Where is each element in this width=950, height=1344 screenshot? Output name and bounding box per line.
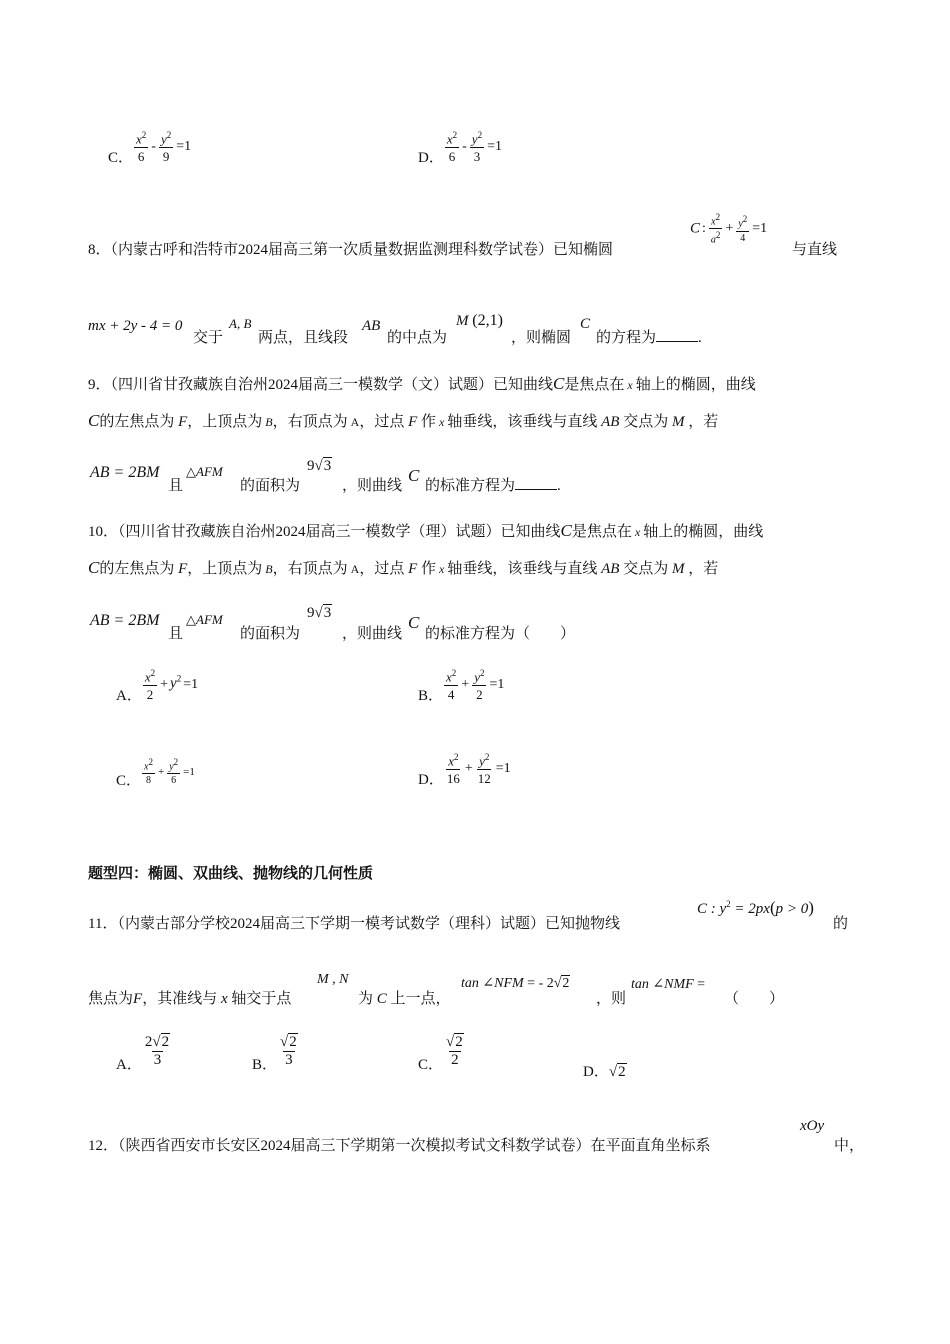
text: 是焦点在	[571, 524, 632, 540]
eq-left: C : y	[697, 901, 727, 917]
q8-source: （内蒙古呼和浩特市2024届高三第一次质量数据监测理科数学试卷）已知椭圆	[110, 242, 614, 258]
coords: (2,1)	[472, 312, 503, 329]
option-label: A．	[116, 687, 142, 704]
coord-system: xOy	[800, 1118, 825, 1134]
q11-line1	[88, 912, 620, 933]
var-x: x	[439, 562, 445, 576]
var-m: M	[671, 414, 685, 430]
q10-option-a[interactable]	[116, 666, 200, 702]
sqrt-icon: √2	[446, 1034, 463, 1050]
line-eq: mx + 2y - 4 = 0	[88, 318, 183, 334]
den: 6	[448, 149, 456, 165]
exp: 2	[452, 130, 458, 140]
q10-option-d[interactable]	[418, 750, 513, 786]
text: 的左焦点为	[99, 561, 175, 577]
text: 轴上的椭圆，曲线	[635, 377, 756, 393]
section-heading: 题型四：椭圆、双曲线、抛物线的几何性质	[88, 864, 374, 882]
var-f: F	[408, 561, 418, 577]
q12-line1	[88, 1134, 711, 1155]
exp: 2	[726, 899, 731, 909]
var-c: C	[376, 991, 387, 1007]
den: 6	[137, 149, 145, 165]
den: 12	[477, 771, 491, 787]
text: ，其准线与	[142, 991, 218, 1007]
period: .	[557, 478, 561, 494]
exp: 2	[479, 668, 485, 678]
exp: 2	[484, 752, 490, 762]
rad: 2	[161, 1034, 170, 1050]
text: 轴上的椭圆，曲线	[643, 524, 764, 540]
plus: +	[461, 676, 470, 692]
q8-t3: 两点，且线段	[258, 330, 349, 346]
q11-parabola-eq: C : $y^2 = 2px(p > 0)$	[697, 898, 814, 917]
den: 16	[446, 771, 460, 787]
exp: 2	[477, 130, 483, 140]
text: 轴交于点	[231, 991, 292, 1007]
q8-t4: 的中点为	[387, 330, 448, 346]
var-c: C	[408, 613, 420, 632]
text: ，过点	[359, 414, 405, 430]
var-x: x	[627, 378, 633, 392]
exp: 2	[176, 673, 182, 684]
q9-cond	[90, 464, 159, 482]
text: 的标准方程为	[425, 478, 516, 494]
q8-number: 8．	[88, 242, 111, 258]
q11-paren: （ ）	[724, 991, 785, 1007]
q11-mn	[317, 972, 349, 988]
var-m: M	[456, 313, 469, 329]
equals: =1	[495, 760, 511, 776]
q10-l3b: 的面积为	[240, 626, 301, 642]
q10-l3a: 且	[168, 626, 184, 642]
plus: +	[157, 766, 165, 779]
var-x: x	[634, 525, 641, 539]
text: 的左焦点为	[99, 414, 175, 430]
points-ab: A, B	[229, 316, 252, 331]
sqrt-icon: √2	[608, 1064, 626, 1080]
plus: +	[160, 676, 169, 692]
var-m: M	[671, 561, 685, 577]
text: ，上顶点为	[187, 414, 263, 430]
q9-l3c: ，则曲线	[342, 478, 403, 494]
den: 3	[153, 1052, 162, 1068]
text: 是焦点在	[564, 377, 625, 393]
text: 焦点为	[88, 991, 134, 1007]
seg-ab: AB	[601, 414, 620, 430]
option-label: C．	[418, 1056, 444, 1073]
var-c: C	[88, 411, 100, 430]
text: （四川省甘孜藏族自治州2024届高三一模数学（理）试题）已知曲线	[118, 524, 561, 540]
seg-ab: AB	[362, 318, 381, 334]
q10-number: 10．	[88, 524, 119, 540]
text: 的方程为	[596, 330, 657, 346]
q7-option-d[interactable]	[418, 128, 504, 164]
q9-l3b: 的面积为	[240, 478, 301, 494]
option-label: A．	[116, 1056, 142, 1073]
den: 2	[451, 1052, 459, 1068]
q10-tri	[186, 612, 223, 628]
var-y: y	[169, 761, 174, 773]
equals: =1	[183, 766, 195, 779]
q11-tan1	[461, 975, 570, 992]
rad: 2	[289, 1034, 297, 1050]
q11-option-c[interactable]	[418, 1034, 467, 1073]
tan-nmf: tan ∠NMF	[631, 977, 694, 992]
q8-midpoint	[456, 312, 503, 330]
exp: 2	[148, 757, 153, 767]
q8-t5: ，则椭圆	[511, 330, 572, 346]
exp: 2	[173, 757, 179, 767]
text: ，过点	[359, 561, 405, 577]
var-y: y	[479, 753, 485, 769]
var-y: y	[474, 669, 480, 685]
rad: 2	[618, 1064, 626, 1080]
text: ，右顶点为	[272, 414, 348, 430]
rad: 2	[455, 1034, 463, 1050]
plus: +	[464, 760, 473, 776]
rad: 2	[562, 976, 570, 991]
var-f: F	[178, 414, 188, 430]
den: 4	[740, 232, 746, 244]
text: 交点为	[623, 561, 669, 577]
text: ，上顶点为	[187, 561, 263, 577]
var-x: x	[144, 761, 149, 773]
q8-c2	[580, 316, 590, 333]
den: 4	[447, 687, 455, 703]
den: 6	[171, 775, 177, 787]
triangle: △AFM	[186, 464, 223, 479]
den: 3	[473, 149, 481, 165]
q8-points	[229, 316, 251, 332]
var-b: B	[265, 415, 273, 429]
sqrt-icon: √3	[314, 458, 332, 474]
q8-line1	[88, 238, 613, 259]
var-x: x	[446, 669, 452, 685]
var-c: C	[88, 558, 100, 577]
q12-tail: 中，	[834, 1138, 865, 1154]
text: 轴垂线，该垂线与直线	[447, 561, 598, 577]
q8-ellipse-eq: C : $\frac{x^2}{a^2}$ + $\frac{y^2}{4}$ =1	[690, 212, 768, 246]
var-y: y	[738, 218, 743, 230]
option-label: D．	[418, 149, 444, 166]
q11-number: 11．	[88, 916, 118, 932]
var-y: y	[160, 131, 167, 147]
option-label: D．	[418, 771, 444, 788]
var-f: F	[133, 991, 143, 1007]
var-c: C	[560, 521, 572, 540]
q7-option-c[interactable]	[108, 128, 193, 164]
q10-line1	[88, 520, 763, 541]
value: = - 2	[527, 976, 554, 991]
q9-number: 9．	[88, 377, 111, 393]
var-b: B	[265, 562, 273, 576]
var-c: C	[408, 466, 420, 485]
var-x: x	[220, 991, 228, 1007]
q10-l3c: ，则曲线	[342, 626, 403, 642]
q11-tan2	[631, 976, 705, 993]
equals: =	[697, 977, 706, 992]
q9-c3	[408, 466, 419, 486]
option-label: D．	[583, 1064, 609, 1080]
q11-l2d	[358, 987, 451, 1008]
answer-blank[interactable]	[656, 329, 698, 342]
q12-number: 12．	[88, 1138, 119, 1154]
exp: 2	[453, 752, 459, 762]
exp: 2	[451, 668, 457, 678]
sqrt-icon: √2	[152, 1034, 170, 1050]
coef: 9	[307, 458, 315, 474]
var-x: x	[136, 131, 142, 147]
var-c: C	[690, 220, 701, 237]
period: .	[698, 330, 702, 346]
q9-l3d	[425, 474, 561, 495]
option-label: C．	[116, 773, 142, 790]
text: ，右顶点为	[272, 561, 348, 577]
cond: AB = 2BM	[90, 612, 160, 629]
var-y: y	[170, 675, 177, 692]
den: 8	[145, 775, 151, 787]
q9-line1	[88, 373, 756, 394]
text: 为	[358, 991, 374, 1007]
q11-l1b: 的	[833, 916, 849, 932]
q8-line2	[88, 318, 182, 335]
sqrt-icon: √3	[314, 605, 332, 621]
var-c: C	[553, 374, 565, 393]
q10-area	[307, 605, 332, 622]
equals: =1	[752, 221, 768, 237]
equals: =1	[183, 676, 199, 692]
var-x: x	[448, 753, 454, 769]
answer-blank[interactable]	[515, 477, 557, 490]
eq-right: = 2px	[734, 901, 770, 917]
seg-ab: AB	[601, 561, 620, 577]
den: 2	[146, 687, 154, 703]
q10-cond	[90, 612, 159, 630]
q9-l3a: 且	[168, 478, 184, 494]
q12-xoy	[800, 1118, 824, 1135]
q8-t6	[596, 326, 702, 347]
q11-option-a[interactable]	[116, 1034, 173, 1073]
den: 9	[162, 149, 170, 165]
var-y: y	[471, 131, 478, 147]
den: 3	[285, 1052, 293, 1068]
var-a: A	[350, 415, 360, 429]
equals: =1	[176, 138, 192, 154]
var-x: x	[144, 669, 151, 685]
text: （四川省甘孜藏族自治州2024届高三一模数学（文）试题）已知曲线	[110, 377, 554, 393]
triangle: △AFM	[186, 612, 223, 627]
coef: 2	[144, 1034, 153, 1050]
coef: 9	[307, 605, 315, 621]
q10-option-c[interactable]	[116, 757, 197, 790]
text: 交点为	[623, 414, 669, 430]
text: 上一点，	[390, 991, 451, 1007]
points-mn: M , N	[317, 972, 349, 987]
q11-option-b[interactable]	[252, 1034, 301, 1073]
var-a: a	[710, 234, 716, 246]
q8-seg-ab	[362, 318, 380, 335]
q11-l2f: ，则	[596, 991, 627, 1007]
text: （陕西省西安市长安区2024届高三下学期第一次模拟考试文科数学试卷）在平面直角坐标系	[118, 1138, 711, 1154]
option-label: B．	[418, 687, 444, 704]
q9-tri	[186, 464, 223, 480]
q11-option-d[interactable]	[583, 1060, 627, 1081]
exp: 2	[166, 130, 172, 140]
var-f: F	[178, 561, 188, 577]
den: 2	[476, 687, 483, 703]
q10-option-b[interactable]	[418, 666, 506, 702]
option-label: B．	[252, 1056, 278, 1073]
var-c: C	[580, 316, 591, 332]
sqrt-icon: √2	[280, 1034, 297, 1050]
cond: p > 0	[775, 901, 809, 917]
text: 作	[421, 561, 437, 577]
text: ，若	[688, 561, 719, 577]
q8-tail1: 与直线	[792, 242, 838, 258]
text: 作	[421, 414, 437, 430]
option-label: C．	[108, 149, 134, 166]
q9-line2	[88, 410, 718, 431]
rad: 3	[323, 605, 332, 621]
tan-nfm: tan ∠NFM	[461, 976, 524, 991]
text: 轴垂线，该垂线与直线	[447, 414, 598, 430]
minus: -	[151, 138, 156, 154]
q8-t2: 交于	[193, 330, 224, 346]
equals: =1	[487, 138, 502, 154]
q10-c3	[408, 613, 419, 633]
var-f: F	[408, 414, 418, 430]
sqrt-icon: √2	[553, 976, 570, 991]
rad: 3	[323, 458, 332, 474]
exp: 2	[141, 130, 147, 140]
exp: 2	[150, 668, 156, 678]
text: ，若	[688, 414, 719, 430]
equals: =1	[489, 676, 505, 692]
q10-line2	[88, 557, 718, 578]
text: （内蒙古部分学校2024届高三下学期一模考试数学（理科）试题）已知抛物线	[117, 916, 620, 932]
q9-area	[307, 458, 332, 475]
var-x: x	[711, 216, 716, 228]
minus: -	[462, 138, 467, 154]
var-x: x	[439, 415, 445, 429]
var-x: x	[446, 131, 453, 147]
q10-l3d: 的标准方程为（ ）	[425, 626, 576, 642]
colon: :	[702, 221, 706, 237]
q11-line2	[88, 987, 291, 1008]
var-a: A	[350, 562, 360, 576]
cond: AB = 2BM	[90, 464, 160, 481]
